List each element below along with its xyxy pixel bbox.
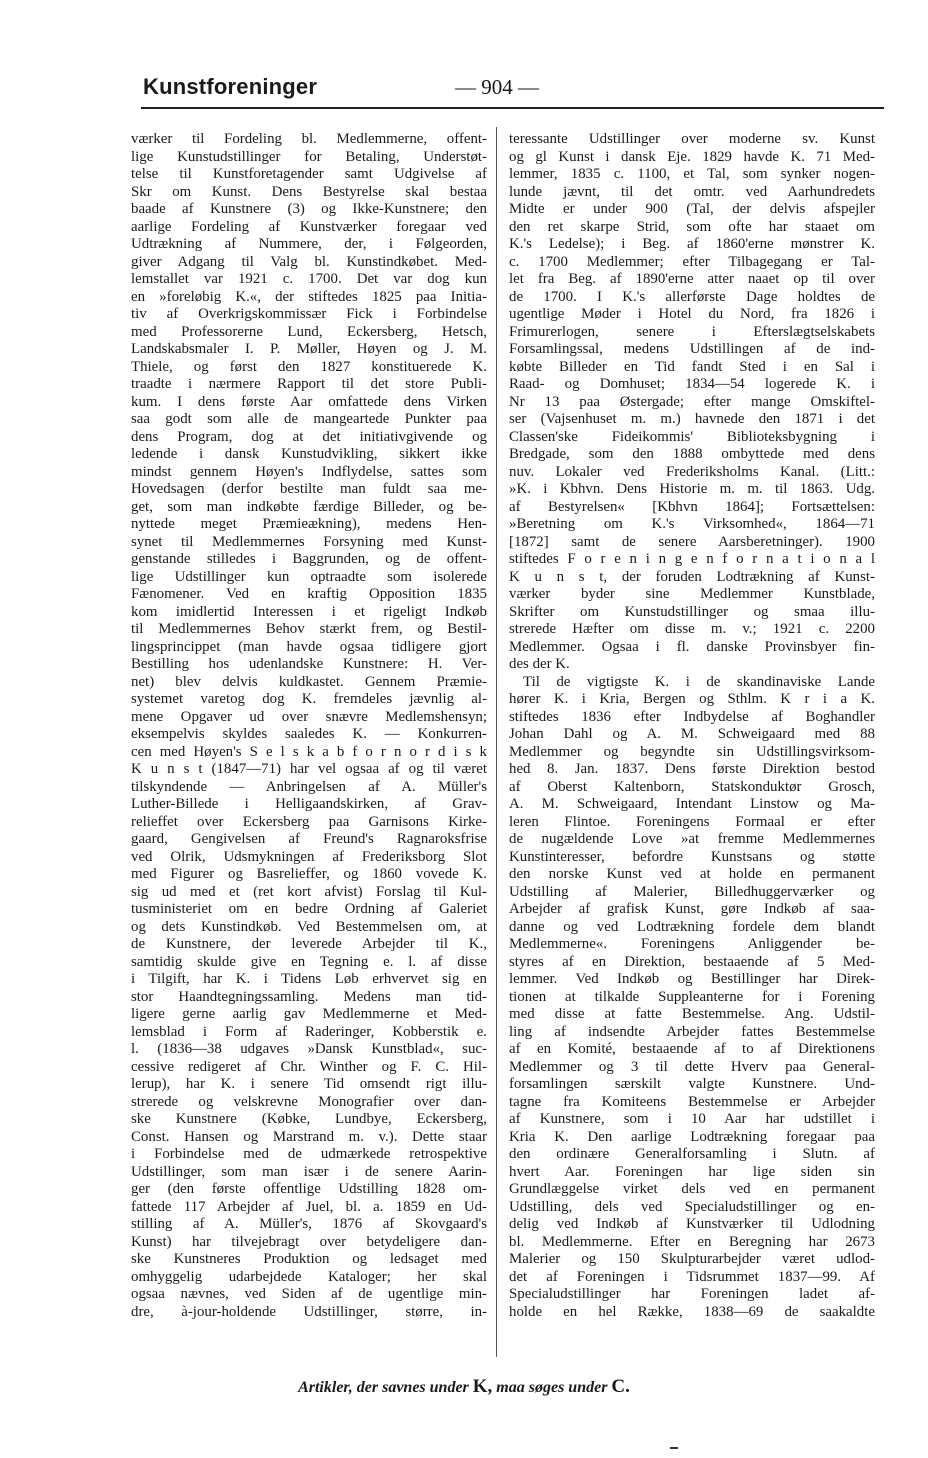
text-line: Medlemmer og 3 til dette Hverv paa General- bbox=[509, 1058, 875, 1075]
text-line: genstande stilledes i Baggrunden, og de offent- bbox=[131, 551, 487, 567]
text-line: Thiele, og først den 1827 konstituerede K. bbox=[131, 358, 487, 375]
text-line: den ordinære Generalforsamling i Slutn. af bbox=[509, 1146, 875, 1162]
text-line: Kunstinteresser, befordre Kunstsans og støtte bbox=[509, 848, 875, 865]
text-line: leren Flintoe. Foreningens Formaal er efter bbox=[509, 813, 875, 830]
text-line: Kria K. Den aarlige Lodtrækning foregaar paa bbox=[509, 1128, 875, 1145]
text-line: Malerier og 150 Skulpturarbejder været udlod- bbox=[509, 1251, 875, 1267]
text-line: ledende i dansk Kunstudvikling, sikkert ikke bbox=[131, 446, 487, 462]
text-line: Specialudstillinger har Foreningen ladet af- bbox=[509, 1286, 875, 1302]
text-line: relieffet over Eckersberg paa Garnisons Kirke- bbox=[131, 813, 487, 830]
text-line: delig ved Indkøb af Kunstværker til Udlodning bbox=[509, 1216, 875, 1232]
footer-text-b: maa søges under bbox=[492, 1379, 612, 1396]
text-line: nyttede meget Præmieækning), medens Hen- bbox=[131, 516, 487, 532]
text-line: Raad- og Domhuset; 1834—54 logerede K. i bbox=[509, 376, 875, 392]
text-line: let fra Beg. af 1890'erne atter naaet op til over bbox=[509, 271, 875, 287]
text-line: strerede og velskrevne Monografier over dan- bbox=[131, 1093, 487, 1110]
text-line: Kunst) har tilvejebragt over betydeligere dan- bbox=[131, 1233, 487, 1250]
text-line: A. M. Schweigaard, Intendant Linstow og Ma- bbox=[509, 796, 875, 812]
text-line: cessive redigeret af Chr. Winther og F. C. Hil- bbox=[131, 1058, 487, 1075]
text-line: baade af Kunstnere (3) og Ikke-Kunstnere; den bbox=[131, 201, 487, 217]
text-line: stiftedes 1836 efter Indbydelse af Boghandler bbox=[509, 708, 875, 725]
text-line: værker byder sine Medlemmer Kunstblade, bbox=[509, 586, 875, 602]
text-line: i Forbindelse med de udmærkede retrospektive bbox=[131, 1146, 487, 1162]
text-line: fattede 117 Arbejder af Juel, bl. a. 1859 en Ud- bbox=[131, 1198, 487, 1215]
text-line: samtidig skulde give en Tegning e. l. af disse bbox=[131, 953, 487, 970]
text-line: tagne fra Komiteens Bestemmelse er Arbejder bbox=[509, 1093, 875, 1110]
text-line: giver Adgang til Valg bl. Kunstindkøbet. Med- bbox=[131, 253, 487, 270]
text-line: lemsblad i Form af Raderinger, Kobberstik e. bbox=[131, 1023, 487, 1040]
text-line: kom imidlertid Interessen i et rigeligt Indkøb bbox=[131, 603, 487, 620]
text-line: ske Kunstnere (Købke, Lundbye, Eckersberg, bbox=[131, 1111, 487, 1127]
text-line: eksempelvis skyldes saaledes K. — Konkurren- bbox=[131, 726, 487, 742]
text-line: Udstilling, dels ved Specialudstillinger og en- bbox=[509, 1198, 875, 1215]
text-line: Medlemmerne«. Foreningens Anliggender be- bbox=[509, 936, 875, 952]
text-line: sig ud med et (ret kort afvist) Forslag til Kul- bbox=[131, 883, 487, 900]
text-line: ligere gerne aarlig gav Medlemmerne et Med- bbox=[131, 1006, 487, 1022]
text-line: telse til Kunstforetagender samt Udgivelse af bbox=[131, 166, 487, 182]
text-line: tionen at tilkalde Suppleanterne for i Forening bbox=[509, 988, 875, 1005]
text-line: ske Kunstneres Produktion og ledsaget med bbox=[131, 1251, 487, 1267]
text-line: Frimurerlogen, senere i Efterslægtselskabets bbox=[509, 323, 875, 340]
text-line: mindst gennem Høyen's Indflydelse, sattes som bbox=[131, 463, 487, 480]
text-line: mene Opgaver ud over snævre Medlemshensyn; bbox=[131, 708, 487, 725]
text-line: og dets Kunstindkøb. Ved Bestemmelsen om, at bbox=[131, 918, 487, 935]
text-line: Hovedsagen (derfor bestilte man fuldt saa me- bbox=[131, 481, 487, 497]
text-line: Skrifter om Kunstudstillinger og smaa illu- bbox=[509, 603, 875, 620]
text-line: ser (Vajsenhuset m. m.) havnede den 1871 i det bbox=[509, 411, 875, 427]
text-line: Bredgade, som den 1888 ombyttede med dens bbox=[509, 446, 875, 462]
text-line: stiftedes F o r e n i n g e n f o r n a t i o n a l bbox=[509, 551, 875, 567]
text-line: aarlige Fordeling af Kunstværker foregaar ved bbox=[131, 218, 487, 235]
text-line: dre, à-jour-holdende Udstillinger, større, in- bbox=[131, 1303, 487, 1320]
text-line: bl. Medlemmerne. Efter en Beregning har 2673 bbox=[509, 1233, 875, 1250]
text-line: værker til Fordeling bl. Medlemmerne, offent- bbox=[131, 131, 487, 147]
running-header bbox=[143, 74, 883, 104]
text-line: synet til Medlemmernes Forsyning med Kunst- bbox=[131, 533, 487, 550]
text-line: net) blev delvis kuldkastet. Gennem Præmie- bbox=[131, 673, 487, 690]
text-line: i Tilgift, har K. i Tidens Løb erhvervet sig en bbox=[131, 971, 487, 987]
text-line: holde en hel Række, 1838—69 de saakaldte bbox=[509, 1303, 875, 1320]
text-line: Udtrækning af Nummere, der, i Følgeorden, bbox=[131, 236, 487, 252]
text-line: des der K. bbox=[509, 656, 570, 672]
print-speck bbox=[670, 1447, 678, 1449]
text-line: hører K. i Kria, Bergen og Sthlm. K r i a K. bbox=[509, 691, 875, 707]
text-line: af Bestyrelsen« [Kbhvn 1864]; Fortsættelsen: bbox=[509, 498, 875, 515]
text-line: den norske Kunst ved at holde en permanent bbox=[509, 866, 875, 882]
text-line: med Figurer og Basrelieffer, og 1860 vovede K. bbox=[131, 866, 487, 882]
text-line: K u n s t (1847—71) har vel ogsaa af og til været bbox=[131, 761, 487, 777]
text-line: nuv. Lokaler ved Frederiksholms Kanal. (Litt.: bbox=[509, 463, 875, 480]
text-line: Johan Dahl og A. M. Schweigaard med 88 bbox=[509, 726, 875, 742]
text-line: tiv af Overkrigskommissær Fick i Forbindelse bbox=[131, 306, 487, 322]
text-line: get, som man indkøbte færdige Billeder, og be- bbox=[131, 498, 487, 515]
text-line: Forsamlingssal, medens Udstillingen af de ind- bbox=[509, 341, 875, 357]
text-line: hvert Aar. Foreningen har lige siden sin bbox=[509, 1163, 875, 1180]
text-line: ugentlige Møder i Hotel du Nord, fra 1826 i bbox=[509, 306, 875, 322]
left-column bbox=[131, 131, 487, 1321]
text-line: K.'s Ledelse); i Beg. af 1860'erne mønstrer K. bbox=[509, 236, 875, 252]
footer-letter-k: K, bbox=[472, 1376, 493, 1397]
text-line: lemmer, 1835 c. 1100, et Tal, som synker nogen- bbox=[509, 166, 875, 182]
text-line: og gl Kunst i dansk Eje. 1829 havde K. 71 Med- bbox=[509, 148, 875, 165]
text-line: strerede Hæfter om disse m. v.; 1921 c. 2200 bbox=[509, 621, 875, 637]
text-line: de nugældende Love »at fremme Medlemmernes bbox=[509, 831, 875, 847]
text-line: lingsprincippet (man havde ogsaa tidligere gjort bbox=[131, 638, 487, 655]
footer-letter-c: C. bbox=[611, 1376, 630, 1397]
text-line: Nr 13 paa Østergade; efter mange Omskiftel- bbox=[509, 393, 875, 410]
text-line: hed 8. Jan. 1837. Dens første Direktion bestod bbox=[509, 761, 875, 777]
text-line: lemmer. Ved Indkøb og Bestillinger har Direk- bbox=[509, 971, 875, 987]
text-line: saa godt som alle de mangeartede Punkter paa bbox=[131, 411, 487, 427]
text-line: omhyggelig udarbejdede Kataloger; her skal bbox=[131, 1268, 487, 1285]
text-line: ger (den første offentlige Udstilling 1828 om- bbox=[131, 1181, 487, 1197]
text-line: Medlemmer og begyndte sin Udstillingsvirksom- bbox=[509, 743, 875, 760]
text-line: af Kunstnere, som i 10 Aar har udstillet i bbox=[509, 1111, 875, 1127]
page-title: Kunstforeninger bbox=[143, 74, 318, 99]
text-line: stilling af A. Müller's, 1876 af Skovgaard's bbox=[131, 1216, 487, 1232]
right-column bbox=[509, 131, 875, 1321]
text-line: den ret skarpe Strid, som ofte har staaet om bbox=[509, 218, 875, 235]
text-line: de 1700. I K.'s allerførste Dage holdtes de bbox=[509, 288, 875, 305]
header-rule bbox=[141, 107, 884, 109]
text-line: Midte er under 900 (Tal, der delvis afspejler bbox=[509, 201, 875, 217]
column-divider bbox=[496, 127, 497, 1357]
text-line: dens Program, dog at det initiativgivende og bbox=[131, 428, 487, 445]
text-line: Const. Hansen og Marstrand m. v.). Dette staar bbox=[131, 1128, 487, 1145]
text-line: gaard, Gengivelsen af Freund's Ragnaroksfrise bbox=[131, 831, 487, 847]
text-line: Landskabsmaler I. P. Møller, Høyen og J. M. bbox=[131, 341, 487, 357]
page-number: — 904 — bbox=[455, 75, 539, 99]
footer-note bbox=[0, 1376, 928, 1398]
text-line: købte Billeder en Tid fandt Sted i en Sal i bbox=[509, 358, 875, 375]
text-line: teressante Udstillinger over moderne sv. Kunst bbox=[509, 131, 875, 147]
text-line: styres af en Direktion, bestaaende af 5 Med- bbox=[509, 953, 875, 970]
text-line: med Professorerne Lund, Eckersberg, Hetsch, bbox=[131, 323, 487, 340]
text-line: cen med Høyen's S e l s k a b f o r n o r d i s k bbox=[131, 743, 487, 760]
text-line: lerup), har K. i senere Tid omsendt rigt illu- bbox=[131, 1076, 487, 1092]
text-line: ogsaa nævnes, ved Siden af de ugentlige min- bbox=[131, 1286, 487, 1302]
text-line: Fænomener. Ved en kraftig Opposition 1835 bbox=[131, 586, 487, 602]
text-line: tilskyndende — Anbringelsen af A. Müller's bbox=[131, 778, 487, 795]
footer-text-a: Artikler, der savnes under bbox=[298, 1379, 473, 1396]
text-line: K u n s t, der foruden Lodtrækning af Kunst- bbox=[509, 568, 875, 585]
text-line: [1872] samt de senere Aarsberetninger). 1900 bbox=[509, 533, 875, 550]
text-line: til Medlemmernes Behov stærkt frem, og Bestil- bbox=[131, 621, 487, 637]
text-line: danne og ved Lodtrækning fordele dem blandt bbox=[509, 918, 875, 935]
text-line: Grundlæggelse virket dels ved en permanent bbox=[509, 1181, 875, 1197]
text-line: Til de vigtigste K. i de skandinaviske Lande bbox=[523, 673, 875, 690]
text-line: l. (1836—38 udgaves »Dansk Kunstblad«, suc- bbox=[131, 1041, 487, 1057]
text-line: tusministeriet om en bedre Ordning af Galeriet bbox=[131, 901, 487, 917]
text-line: forsamlingen særskilt valgte Kunstnere. Und- bbox=[509, 1076, 875, 1092]
text-line: c. 1700 Medlemmer; efter Tilbagegang er Tal- bbox=[509, 253, 875, 270]
text-line: »K. i Kbhvn. Dens Historie m. m. til 1863. Udg. bbox=[509, 481, 875, 497]
text-line: traadte i nærmere Rapport til det store Publi- bbox=[131, 376, 487, 392]
text-line: lige Kunstudstillinger for Betaling, Understøt- bbox=[131, 148, 487, 165]
text-line: Skr om Kunst. Dens Bestyrelse skal bestaa bbox=[131, 183, 487, 200]
text-line: Medlemmer. Ogsaa i fl. danske Provinsbyer fin- bbox=[509, 638, 875, 655]
text-line: lemstallet var 1921 c. 1700. Det var dog kun bbox=[131, 271, 487, 287]
text-line: Udstilling af Malerier, Billedhuggerværker og bbox=[509, 883, 875, 900]
text-line: ved Olrik, Udsmykningen af Frederiksborg Slot bbox=[131, 848, 487, 865]
text-line: Udstillinger, som man især i de senere Aarin- bbox=[131, 1163, 487, 1180]
text-line: lige Udstillinger kun optraadte som isolerede bbox=[131, 568, 487, 585]
text-line: ling af indsendte Arbejder fattes Bestemmelse bbox=[509, 1023, 875, 1040]
text-line: Classen'ske Fideikommis' Biblioteksbygning i bbox=[509, 428, 875, 445]
text-line: kum. I dens første Aar omfattede dens Virken bbox=[131, 393, 487, 410]
text-line: af en Komité, bestaaende af to af Direktionens bbox=[509, 1041, 875, 1057]
text-line: systemet varetog dog K. fremdeles jævnlig al- bbox=[131, 691, 487, 707]
text-line: det af Foreningen i Tidsrummet 1837—99. Af bbox=[509, 1268, 875, 1285]
text-line: Bestilling hos udenlandske Kunstnere: H. Ver- bbox=[131, 656, 487, 672]
text-line: Arbejder af grafisk Kunst, gøre Indkøb af saa- bbox=[509, 901, 875, 917]
text-line: af Oberst Kaltenborn, Statskonduktør Grosch, bbox=[509, 778, 875, 795]
text-line: de Kunstnere, der leverede Arbejder til K., bbox=[131, 936, 487, 952]
text-line: Luther-Billede i Helligaandskirken, af Grav- bbox=[131, 796, 487, 812]
text-line: en »foreløbig K.«, der stiftedes 1825 paa Initia- bbox=[131, 288, 487, 305]
text-line: med disse at fatte Bestemmelse. Ang. Udstil- bbox=[509, 1006, 875, 1022]
text-line: »Beretning om K.'s Virksomhed«, 1864—71 bbox=[509, 516, 875, 532]
text-line: lunde jævnt, til det omtr. ved Aarhundredets bbox=[509, 183, 875, 200]
text-line: stor Haandtegningssamling. Medens man tid- bbox=[131, 988, 487, 1005]
